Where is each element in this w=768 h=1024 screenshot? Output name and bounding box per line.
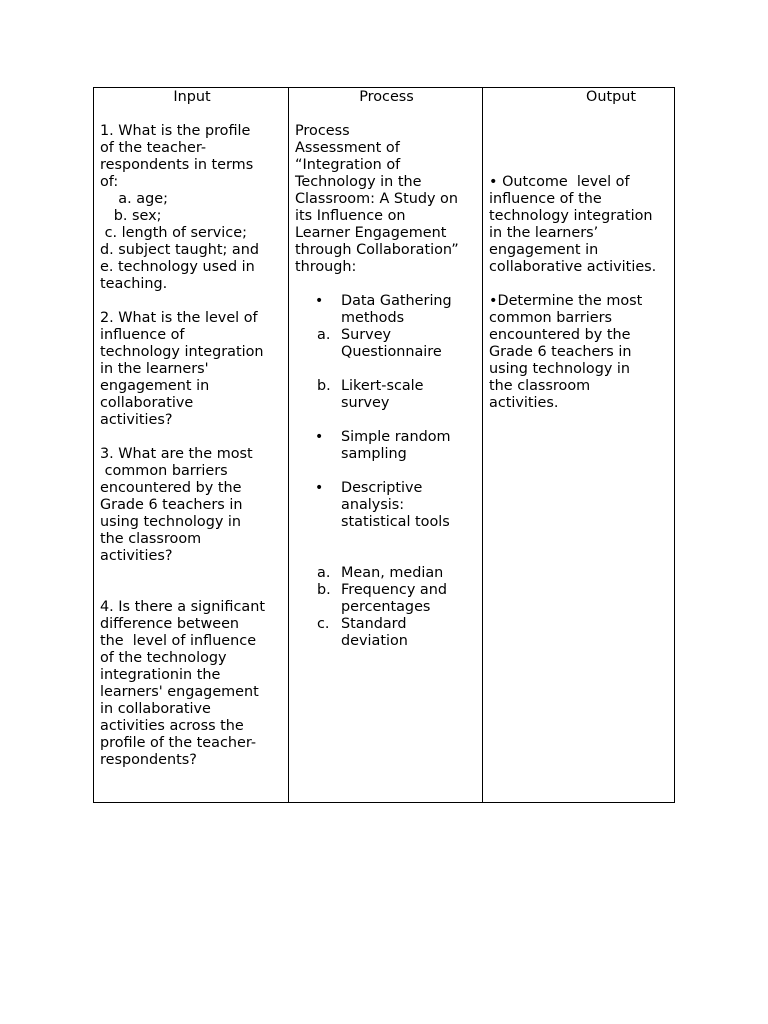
list-marker-a: a. <box>317 565 331 581</box>
process-column <box>288 88 482 802</box>
list-item-descriptive: • Descriptive analysis: statistical tools <box>295 480 478 531</box>
list-marker-b: b. <box>317 582 331 598</box>
input-header: Input <box>173 89 211 105</box>
process-header: Process <box>359 89 414 105</box>
output-item-2: •Determine the most common barriers encountered by the Grade 6 teachers in using technology in the classroom activities. <box>489 293 643 411</box>
list-item-likert: b. Likert-scale survey <box>295 378 478 412</box>
list-item-sampling: • Simple random sampling <box>295 429 478 463</box>
input-question-3: 3. What are the most common barriers encountered by the Grade 6 teachers in using technology in the classroom activities? <box>100 446 253 564</box>
input-column <box>94 88 288 802</box>
bullet-marker: • <box>315 293 324 309</box>
list-item-data-gathering: • Data Gathering methods <box>295 293 478 327</box>
output-header: Output <box>586 89 636 105</box>
process-intro: Process Assessment of “Integration of Technology in the Classroom: A Study on its Influence on Learner Engagement through Collaboration” through: <box>295 123 459 275</box>
list-item-mean: a. Mean, median <box>295 565 478 582</box>
list-marker-a: a. <box>317 327 331 343</box>
list-marker-b: b. <box>317 378 331 394</box>
input-question-4: 4. Is there a significant difference between the level of influence of the technology integrationin the learners' engagement in collaborative activities across the profile of the teacher- respondents? <box>100 599 265 768</box>
list-item-stddev: c. Standard deviation <box>295 616 478 650</box>
input-question-1: 1. What is the profile of the teacher- respondents in terms of: a. age; b. sex; c. length of service; d. subject taught; and e. technology used in teaching. <box>100 123 259 292</box>
output-item-1: • Outcome level of influence of the technology integration in the learners’ engagement in collaborative activities. <box>489 174 657 275</box>
output-column <box>482 88 674 802</box>
input-question-2: 2. What is the level of influence of technology integration in the learners' engagement in collaborative activities? <box>100 310 264 428</box>
list-marker-c: c. <box>317 616 330 632</box>
list-item-survey: a. Survey Questionnaire <box>295 327 478 361</box>
bullet-marker: • <box>315 429 324 445</box>
list-item-frequency: b. Frequency and percentages <box>295 582 478 616</box>
bullet-marker: • <box>315 480 324 496</box>
ipo-table <box>93 87 675 803</box>
